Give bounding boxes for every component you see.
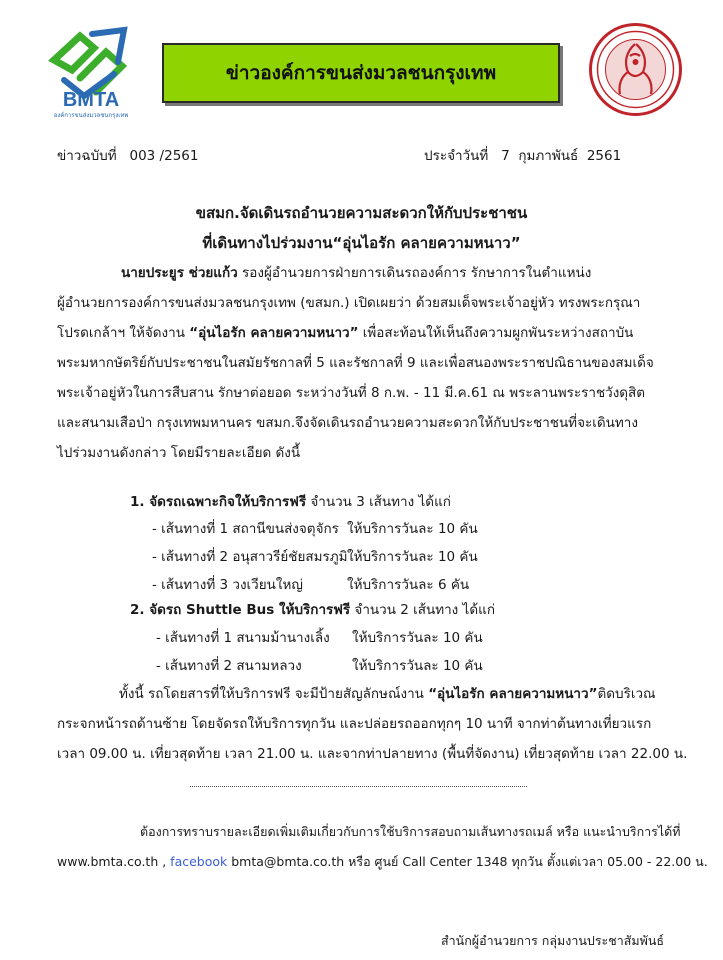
body-line: และสนามเสือป่า กรุงเทพมหานคร ขสมก.จึงจัดเดินรถอำนวยความสะดวกให้กับประชาชนที่จะเดินทาง	[57, 415, 638, 431]
seal-icon	[588, 22, 683, 117]
section2-heading	[130, 598, 495, 620]
issue-date: ประจำวันที่ 7 กุมภาพันธ์ 2561	[424, 148, 622, 164]
route-service: ให้บริการวันละ 6 คัน	[347, 577, 470, 593]
garuda-seal	[588, 22, 683, 117]
body-line: พระเจ้าอยู่หัวในการสืบสาน รักษาต่อยอด ระหว่างวันที่ 8 ก.พ. - 11 มี.ค.61 ณ พระลานพระราชวังดุสิต	[57, 385, 646, 401]
contact-text: bmta@bmta.co.th หรือ ศูนย์ Call Center 1348 ทุกวัน ตั้งแต่เวลา 05.00 - 22.00 น.	[227, 854, 708, 869]
headline-line2: ที่เดินทางไปร่วมงาน“อุ่นไอรัก คลายความหนาว”	[202, 234, 521, 252]
section2-heading-rest: จำนวน 2 เส้นทาง ได้แก่	[350, 602, 495, 618]
route-service: ให้บริการวันละ 10 คัน	[352, 630, 483, 646]
headline-line1: ขสมก.จัดเดินรถอำนวยความสะดวกให้กับประชาชน	[195, 204, 528, 222]
body-line: เวลา 09.00 น. เที่ยวสุดท้าย เวลา 21.00 น. และจากท่าปลายทาง (พื้นที่จัดงาน) เที่ยวสุดท้าย เวลา 22.00 น.	[57, 746, 688, 762]
bmta-logo-icon	[44, 18, 139, 120]
svg-text:BMTA: BMTA	[62, 89, 120, 111]
body-text: โปรดเกล้าฯ ให้จัดงาน	[57, 325, 190, 341]
event-name: “อุ่นไอรัก คลายความหนาว”	[428, 686, 598, 702]
contact-info-line1: ต้องการทราบรายละเอียดเพิ่มเติมเกี่ยวกับการใช้บริการสอบถามเส้นทางรถเมล์ หรือ แนะนำบริการได้ที่	[140, 824, 681, 839]
dotted-divider	[190, 786, 527, 787]
route-service: ให้บริการวันละ 10 คัน	[347, 549, 478, 565]
section1-heading	[130, 490, 451, 512]
body-line	[57, 258, 669, 288]
issuing-office: สำนักผู้อำนวยการ กลุ่มงานประชาสัมพันธ์	[441, 933, 665, 948]
facebook-link[interactable]: facebook	[170, 854, 228, 869]
body-line	[57, 318, 669, 348]
body-text: ติดบริเวณ	[597, 686, 656, 702]
route-name: - เส้นทางที่ 2 อนุสาวรีย์ชัยสมรภูมิ	[152, 549, 348, 565]
contact-info-line2	[57, 852, 708, 872]
route-name: - เส้นทางที่ 2 สนามหลวง	[156, 658, 302, 674]
closing-paragraph	[57, 679, 688, 769]
route-service: ให้บริการวันละ 10 คัน	[352, 658, 483, 674]
body-text: รองผู้อำนวยการฝ่ายการเดินรถองค์การ รักษาการในตำแหน่ง	[237, 265, 592, 281]
issue-number: ข่าวฉบับที่ 003 /2561	[57, 148, 199, 164]
section1-heading-bold: 1. จัดรถเฉพาะกิจให้บริการฟรี	[130, 494, 307, 510]
body-line: กระจกหน้ารถด้านซ้าย โดยจัดรถให้บริการทุกวัน และปล่อยรถออกทุกๆ 10 นาที จากท่าต้นทางเที่ยวแรก	[57, 716, 652, 732]
body-line: ไปร่วมงานดังกล่าว โดยมีรายละเอียด ดังนี้	[57, 445, 301, 461]
body-line	[57, 679, 669, 709]
banner-title: ข่าวองค์การขนส่งมวลชนกรุงเทพ	[225, 62, 497, 84]
body-paragraph	[57, 258, 669, 468]
section1-heading-rest: จำนวน 3 เส้นทาง ได้แก่	[306, 494, 451, 510]
section2-heading-bold: 2. จัดรถ Shuttle Bus ให้บริการฟรี	[130, 602, 351, 618]
body-text: เพื่อสะท้อนให้เห็นถึงความผูกพันระหว่างสถาบัน	[358, 325, 634, 341]
body-text: ทั้งนี้ รถโดยสารที่ให้บริการฟรี จะมีป้ายสัญลักษณ์งาน	[119, 686, 429, 702]
website-link[interactable]: www.bmta.co.th ,	[57, 854, 171, 869]
route-name: - เส้นทางที่ 1 สนามม้านางเลิ้ง	[156, 630, 330, 646]
svg-text:องค์การขนส่งมวลชนกรุงเทพ: องค์การขนส่งมวลชนกรุงเทพ	[53, 112, 129, 119]
route-name: - เส้นทางที่ 1 สถานีขนส่งจตุจักร	[152, 521, 339, 537]
route-service: ให้บริการวันละ 10 คัน	[347, 521, 478, 537]
bmta-logo	[44, 18, 139, 120]
body-line: พระมหากษัตริย์กับประชาชนในสมัยรัชกาลที่ 5 และรัชกาลที่ 9 และเพื่อสนองพระราชปณิธานของสมเด็จ	[57, 355, 654, 371]
route-name: - เส้นทางที่ 3 วงเวียนใหญ่	[152, 577, 303, 593]
event-name: “อุ่นไอรัก คลายความหนาว”	[189, 325, 359, 341]
body-line: ผู้อำนวยการองค์การขนส่งมวลชนกรุงเทพ (ขสมก.) เปิดเผยว่า ด้วยสมเด็จพระเจ้าอยู่หัว ทรงพระกรุณา	[57, 295, 641, 311]
spokesperson-name: นายประยูร ช่วยแก้ว	[121, 265, 238, 281]
header-banner	[162, 43, 560, 103]
